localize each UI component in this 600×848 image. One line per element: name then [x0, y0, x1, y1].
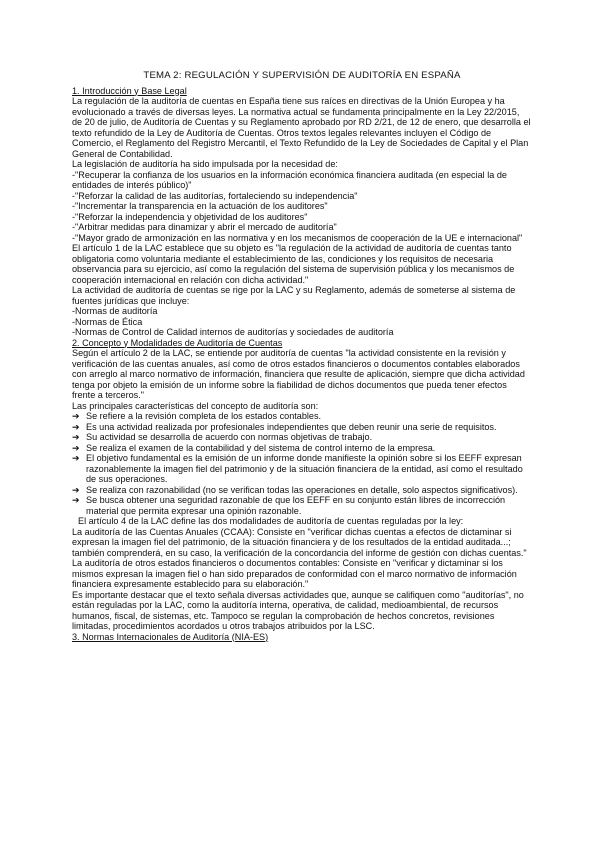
need-item: -"Reforzar la independencia y objetividad de los auditores" [72, 211, 308, 222]
list-item-text: El objetivo fundamental es la emisión de un informe donde manifieste la opinión sobre si los EEFF expresan razonablemente la imagen fiel del patrimonio y de la situación financiera de la entidad, así como el resultado de sus operaciones. [86, 453, 523, 484]
need-item: -"Incrementar la transparencia en la actuación de los auditores" [72, 201, 328, 211]
list-item-text: Se refiere a la revisión completa de los estados contables. [86, 411, 322, 421]
paragraph: La actividad de auditoría de cuentas se rige por la LAC y su Reglamento, además de someterse al sistema de fuentes jurídicas que incluye: [72, 285, 516, 306]
list-item [72, 411, 532, 422]
arrow-icon: ➔ [72, 421, 80, 432]
paragraph: El artículo 4 de la LAC define las dos modalidades de auditoría de cuentas reguladas por la ley: [78, 516, 464, 526]
arrow-icon: ➔ [72, 453, 80, 463]
need-item: -"Recuperar la confianza de los usuarios en la información económica financiera auditada (en especial la de entidades de interés público)" [72, 169, 507, 190]
need-item: -"Arbitrar medidas para dinamizar y abrir el mercado de auditoría" [72, 222, 337, 232]
section-introduccion [72, 86, 532, 338]
paragraph: Es importante destacar que el texto señala diversas actividades que, aunque se califiquen como "auditorías", no están reguladas por la LAC, como la auditoría interna, operativa, de calidad, medioambiental, de recursos humanos, fiscal, de sistemas, etc. Tampoco se regulan la comprobación de hechos concretos, revisiones limitadas, procedimientos acordados u otros trabajos atribuidos por la LSC. [72, 589, 524, 631]
list-item-text: Se realiza con razonabilidad (no se verifican todas las operaciones en detalle, solo aspectos significativos). [86, 484, 518, 495]
source-item: -Normas de Control de Calidad internos de auditorías y sociedades de auditoría [72, 327, 394, 337]
arrow-icon: ➔ [72, 495, 80, 505]
paragraph: La auditoría de las Cuentas Anuales (CCAA): Consiste en "verificar dichas cuentas a efectos de dictaminar si expresan la imagen fiel del patrimonio, de la situación financiera y de los resultados de la entidad auditada...; también comprenderá, en su caso, la verificación de la concordancia del informe de gestión con dichas cuentas." [72, 526, 527, 558]
source-item: -Normas de Ética [72, 316, 143, 327]
paragraph: El artículo 1 de la LAC establece que su objeto es "la regulación de la actividad de auditoría de cuentas tanto obligatoria como voluntaria mediante el establecimiento de las, condiciones y los requisitos de necesaria observancia para su ejercicio, así como la regulación del sistema de supervisión pública y los mecanismos de cooperación internacional en relación con dicha actividad." [72, 243, 515, 285]
list-item [72, 422, 532, 433]
section-nia-es [72, 632, 532, 643]
paragraph: Las principales características del concepto de auditoría son: [72, 400, 319, 411]
paragraph: La auditoría de otros estados financieros o documentos contables: Consiste en "verificar y dictaminar si los mismos expresan la imagen fiel o han sido preparados de conformidad con el marco normativo de información financiera expresamente establecido para su elaboración." [72, 558, 517, 589]
list-item-text: Se realiza el examen de la contabilidad y del sistema de control interno de la empresa. [86, 442, 436, 453]
list-item [72, 495, 532, 516]
paragraph: Según el artículo 2 de la LAC, se entiende por auditoría de cuentas "la actividad consistente en la revisión y verificación de las cuentas anuales, así como de otros estados financieros o documentos contables elaborados con arreglo al marco normativo de información, financiera que resulte de aplicación, siempre que dicha actividad tenga por objeto la emisión de un informe sobre la fiabilidad de dichos documentos que pueda tener efectos frente a terceros." [72, 348, 525, 400]
document-title: TEMA 2: REGULACIÓN Y SUPERVISIÓN DE AUDITORÍA EN ESPAÑA [143, 70, 461, 81]
section-heading: 3. Normas Internacionales de Auditoría (NIA-ES) [72, 631, 269, 642]
list-item-text: Es una actividad realizada por profesionales independientes que deben reunir una serie de requisitos. [86, 421, 497, 432]
arrow-icon: ➔ [72, 432, 80, 442]
arrow-icon: ➔ [72, 484, 80, 495]
need-item: -"Mayor grado de armonización en las normativa y en los mecanismos de cooperación de la UE e internacional" [72, 232, 523, 243]
list-item-text: Se busca obtener una seguridad razonable de que los EEFF en su conjunto están libres de incorrección material que permita expresar una opinión razonable. [86, 495, 506, 516]
arrow-icon: ➔ [72, 442, 80, 453]
section-heading: 2. Concepto y Modalidades de Auditoría de Cuentas [72, 337, 283, 348]
list-item-text: Su actividad se desarrolla de acuerdo con normas objetivas de trabajo. [86, 432, 373, 442]
need-item: -"Reforzar la calidad de las auditorías, fortaleciendo su independencia" [72, 190, 358, 201]
source-item: -Normas de auditoría [72, 306, 158, 316]
list-item [72, 443, 532, 454]
section-concepto [72, 338, 532, 632]
document-page [72, 71, 532, 642]
list-item [72, 432, 532, 443]
paragraph: La legislación de auditoría ha sido impulsada por la necesidad de: [72, 159, 338, 169]
paragraph: La regulación de la auditoría de cuentas en España tiene sus raíces en directivas de la Unión Europea y ha evolucionado a través de diversas leyes. La normativa actual se fundamenta principalmente en la Ley 22/2015, de 20 de julio, de Auditoría de Cuentas y su Reglamento aprobado por RD 2/21, de 12 de enero, que desarrolla el texto refundido de la Ley de Auditoría de Cuentas. Otros textos legales relevantes incluyen el Código de Comercio, el Reglamento del Registro Mercantil, el Texto Refundido de la Ley de Sociedades de Capital y el Plan General de Contabilidad. [72, 96, 531, 159]
section-heading: 1. Introducción y Base Legal [72, 85, 187, 96]
list-item [72, 453, 532, 485]
list-item [72, 485, 532, 496]
characteristics-list [72, 411, 532, 516]
arrow-icon: ➔ [72, 411, 80, 421]
